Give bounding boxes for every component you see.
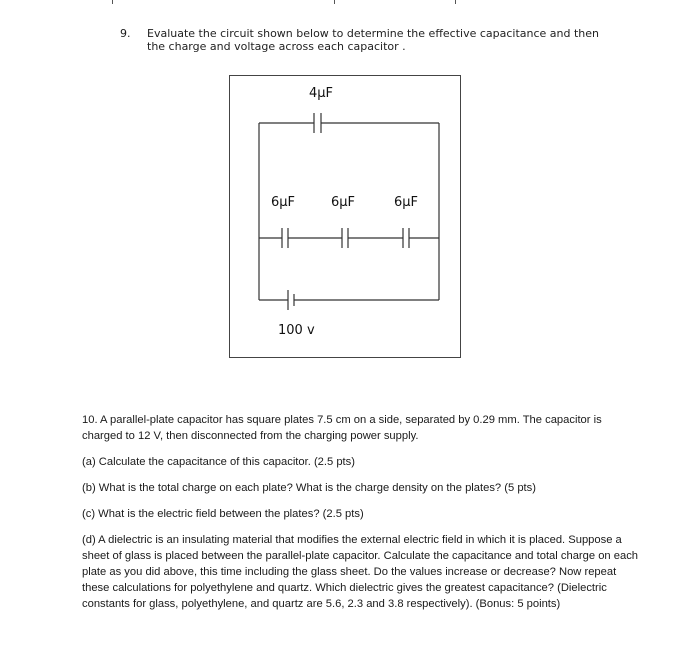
question-9-text: Evaluate the circuit shown below to determine the effective capacitance and then the charge and voltage across each capacitor .: [147, 27, 600, 53]
question-10-part-b: (b) What is the total charge on each plate? What is the charge density on the plates? (5 pts): [82, 482, 536, 494]
capacitor-label-4uf: 4µF: [309, 86, 334, 101]
question-10: [82, 412, 642, 622]
top-capacitor-symbol: [259, 113, 439, 133]
question-10-part-a: (a) Calculate the capacitance of this capacitor. (2.5 pts): [82, 456, 355, 468]
page-top-edge: [0, 0, 700, 6]
question-9-number: 9.: [120, 27, 131, 40]
circuit-diagram: [229, 75, 461, 358]
capacitor-label-6uf-right: 6µF: [394, 195, 419, 210]
capacitor-label-6uf-left: 6µF: [271, 195, 296, 210]
battery-label: 100 v: [278, 323, 315, 338]
series-capacitors: [259, 228, 439, 248]
question-10-part-c: (c) What is the electric field between the plates? (2.5 pts): [82, 508, 364, 520]
question-10-intro: 10. A parallel-plate capacitor has square plates 7.5 cm on a side, separated by 0.29 mm. The capacitor is charged to 12 V, then disconnected from the charging power supply.: [82, 414, 602, 442]
question-10-part-d: (d) A dielectric is an insulating material that modifies the external electric field in which it is placed. Suppose a sheet of glass is placed between the parallel-plate capacitor. Calculate the capacitance and total charge on each plate as you did above, this time including the glass sheet. Do the values increase or decrease? Now repeat these calculations for polyethylene and quartz. Which dielectric gives the greatest capacitance? (Dielectric constants for glass, polyethylene, and quartz are 5.6, 2.3 and 3.8 respectively). (Bonus: 5 points): [82, 534, 639, 610]
capacitor-label-6uf-middle: 6µF: [331, 195, 356, 210]
battery-symbol: [259, 290, 439, 310]
